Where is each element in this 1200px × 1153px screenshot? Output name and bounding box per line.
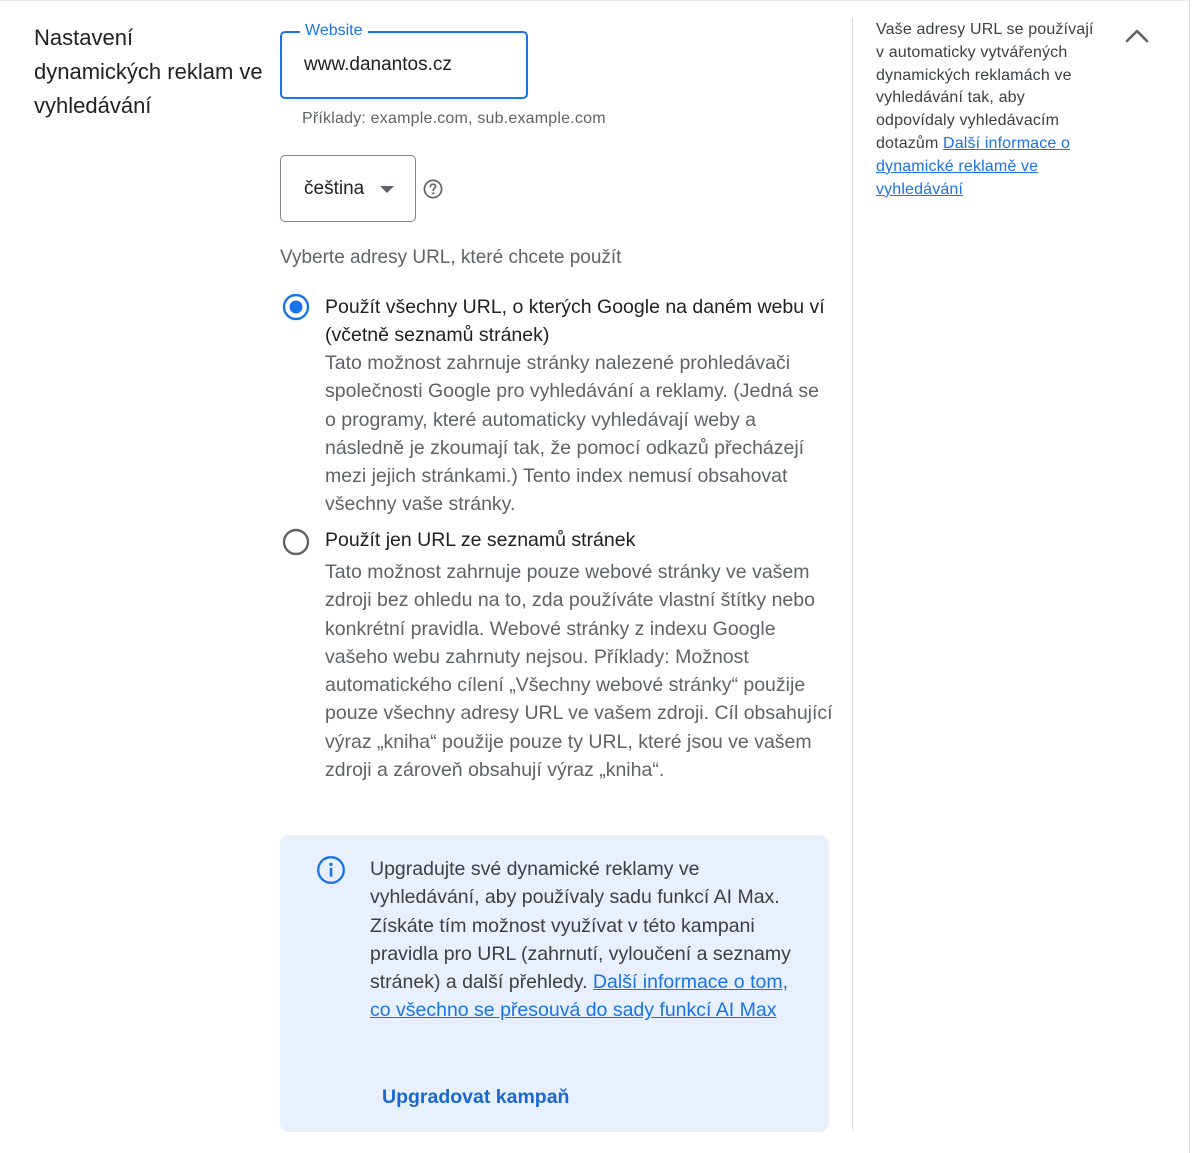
info-message: Upgradujte své dynamické reklamy ve vyhledávání, aby používaly sadu funkcí AI Max. Získáte tím možnost využívat v této kampani pravidla pro URL (zahrnutí, vyloučení a seznamy stránek) a další přehledy. <box>370 858 791 994</box>
side-help-message: Vaše adresy URL se používají v automaticky vytvářených dynamických reklamách ve vyhledávání tak, aby odpovídaly vyhledávacím dotazům <box>876 21 1094 152</box>
option-page-feed-urls-title: Použít jen URL ze seznamů stránek <box>325 529 636 551</box>
info-text-block <box>370 855 800 1025</box>
section-title: Nastavení dynamických reklam ve vyhledávání <box>34 25 263 118</box>
dropdown-arrow-icon <box>380 186 394 193</box>
side-help-text <box>876 19 1096 201</box>
radio-page-feed-urls[interactable] <box>282 528 310 556</box>
option-page-feed-urls-description: Tato možnost zahrnuje pouze webové stránky ve vašem zdroji bez ohledu na to, zda používáte vlastní štítky nebo konkrétní pravidla. Webové stránky z indexu Google vašeho webu zahrnuty nejsou. Příklady: Možnost automatického cílení „Všechny webové stránky“ použije pouze všechny adresy URL ve vašem zdroji. Cíl obsahující výraz „kniha“ použije pouze ty URL, které jsou ve vašem zdroji a zároveň obsahují výraz „kniha“. <box>325 561 833 782</box>
radio-all-urls[interactable] <box>282 293 310 321</box>
dsa-learn-more-link[interactable]: Další informace o dynamické reklamě ve vyhledávání <box>876 134 1071 198</box>
ai-max-upgrade-banner <box>280 835 829 1132</box>
side-divider <box>852 18 853 1131</box>
language-select[interactable] <box>280 155 416 222</box>
chevron-up-icon[interactable] <box>1123 27 1151 45</box>
upgrade-campaign-button[interactable]: Upgradovat kampaň <box>370 1082 581 1113</box>
help-circle-icon[interactable] <box>423 179 443 199</box>
url-choice-label: Vyberte adresy URL, které chcete použít <box>280 247 622 268</box>
website-field[interactable] <box>280 22 528 99</box>
website-hint: Příklady: example.com, sub.example.com <box>302 110 606 127</box>
option-all-urls-title: Použít všechny URL, o kterých Google na daném webu ví (včetně seznamů stránek) <box>325 296 825 346</box>
ai-max-learn-more-link[interactable]: Další informace o tom, co všechno se přesouvá do sady funkcí AI Max <box>370 971 788 1022</box>
website-label: Website <box>300 21 368 41</box>
website-input[interactable] <box>304 54 514 76</box>
info-icon <box>316 855 346 885</box>
option-all-urls-description: Tato možnost zahrnuje stránky nalezené prohledávači společnosti Google pro vyhledávání a reklamy. (Jedná se o programy, které automaticky vyhledávají weby a následně je zkoumají tak, že pomocí odkazů přecházejí mezi jejich stránkami.) Tento index nemusí obsahovat všechny vaše stránky. <box>325 352 819 516</box>
language-selected-value: čeština <box>304 178 365 199</box>
